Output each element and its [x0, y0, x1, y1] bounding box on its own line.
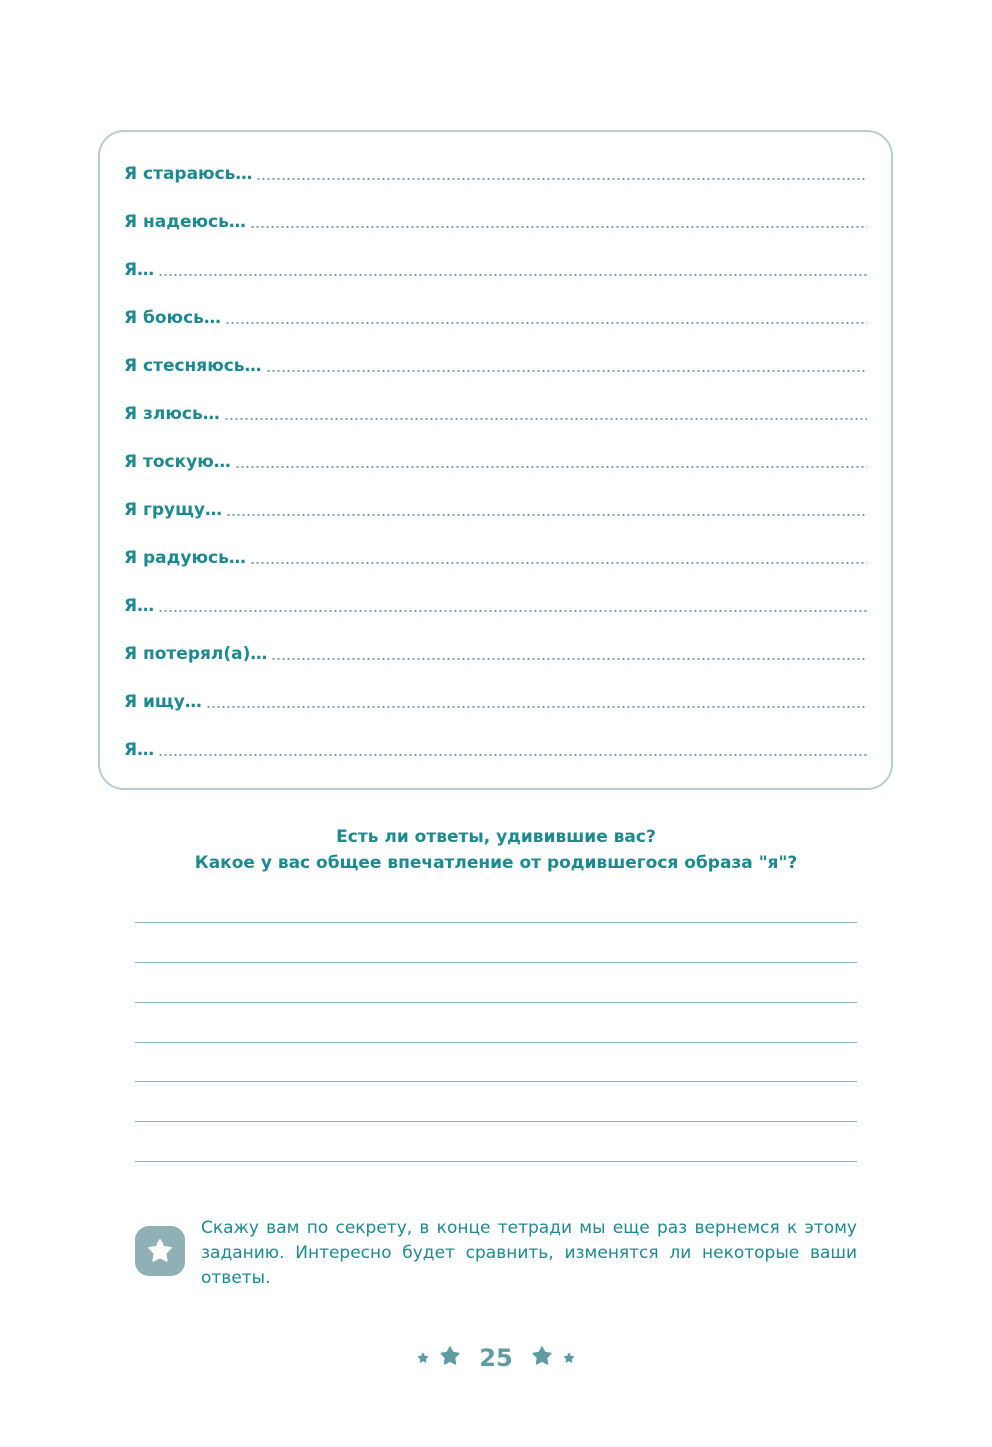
page-number: 25	[479, 1344, 513, 1372]
answer-line[interactable]	[135, 1042, 857, 1043]
dotted-answer-line[interactable]	[250, 562, 867, 564]
prompt-row[interactable]	[124, 496, 867, 520]
prompt-row[interactable]	[124, 448, 867, 472]
star-icon	[531, 1345, 553, 1371]
prompt-label: Я надеюсь…	[124, 212, 246, 232]
dotted-answer-line[interactable]	[256, 178, 867, 180]
answer-line[interactable]	[135, 922, 857, 923]
prompt-label: Я злюсь…	[124, 404, 220, 424]
answer-line[interactable]	[135, 1002, 857, 1003]
star-icon	[439, 1345, 461, 1371]
star-icon	[563, 1349, 575, 1368]
dotted-answer-line[interactable]	[224, 418, 867, 420]
answer-line[interactable]	[135, 962, 857, 963]
dotted-answer-line[interactable]	[158, 754, 867, 756]
prompt-row[interactable]	[124, 400, 867, 424]
dotted-answer-line[interactable]	[250, 226, 867, 228]
prompt-label: Я боюсь…	[124, 308, 221, 328]
prompt-row[interactable]	[124, 688, 867, 712]
prompt-label: Я стараюсь…	[124, 164, 253, 184]
prompt-row[interactable]	[124, 640, 867, 664]
dotted-answer-line[interactable]	[206, 706, 867, 708]
prompt-row[interactable]	[124, 736, 867, 760]
prompt-label: Я грущу…	[124, 500, 223, 520]
prompt-label: Я радуюсь…	[124, 548, 246, 568]
prompt-label: Я тоскую…	[124, 452, 231, 472]
sentence-prompts-box	[98, 130, 893, 790]
prompt-label: Я стесняюсь…	[124, 356, 262, 376]
prompt-row[interactable]	[124, 544, 867, 568]
prompt-row[interactable]	[124, 352, 867, 376]
dotted-answer-line[interactable]	[225, 322, 867, 324]
answer-line[interactable]	[135, 1161, 857, 1162]
secret-note	[135, 1216, 857, 1296]
answer-line[interactable]	[135, 1121, 857, 1122]
prompt-row[interactable]	[124, 304, 867, 328]
prompt-label: Я потерял(а)…	[124, 644, 268, 664]
dotted-answer-line[interactable]	[235, 466, 867, 468]
prompt-label: Я…	[124, 740, 155, 760]
prompt-row[interactable]	[124, 208, 867, 232]
star-icon	[135, 1226, 185, 1276]
prompt-row[interactable]	[124, 592, 867, 616]
question-line-2: Какое у вас общее впечатление от родившегося образа "я"?	[194, 853, 798, 873]
star-icon	[417, 1349, 429, 1368]
dotted-answer-line[interactable]	[158, 610, 867, 612]
answer-line[interactable]	[135, 1081, 857, 1082]
question-line-1: Есть ли ответы, удивившие вас?	[336, 827, 656, 847]
prompt-label: Я ищу…	[124, 692, 202, 712]
dotted-answer-line[interactable]	[158, 274, 867, 276]
dotted-answer-line[interactable]	[271, 658, 867, 660]
prompt-row[interactable]	[124, 256, 867, 280]
prompt-label: Я…	[124, 260, 155, 280]
note-text: Скажу вам по секрету, в конце тетради мы еще раз вернемся к этому заданию. Интересно будет сравнить, изменятся ли некоторые ваши ответы.	[201, 1218, 857, 1288]
prompt-row[interactable]	[124, 160, 867, 184]
prompt-label: Я…	[124, 596, 155, 616]
page-footer	[0, 1340, 992, 1376]
dotted-answer-line[interactable]	[226, 514, 867, 516]
dotted-answer-line[interactable]	[266, 370, 867, 372]
